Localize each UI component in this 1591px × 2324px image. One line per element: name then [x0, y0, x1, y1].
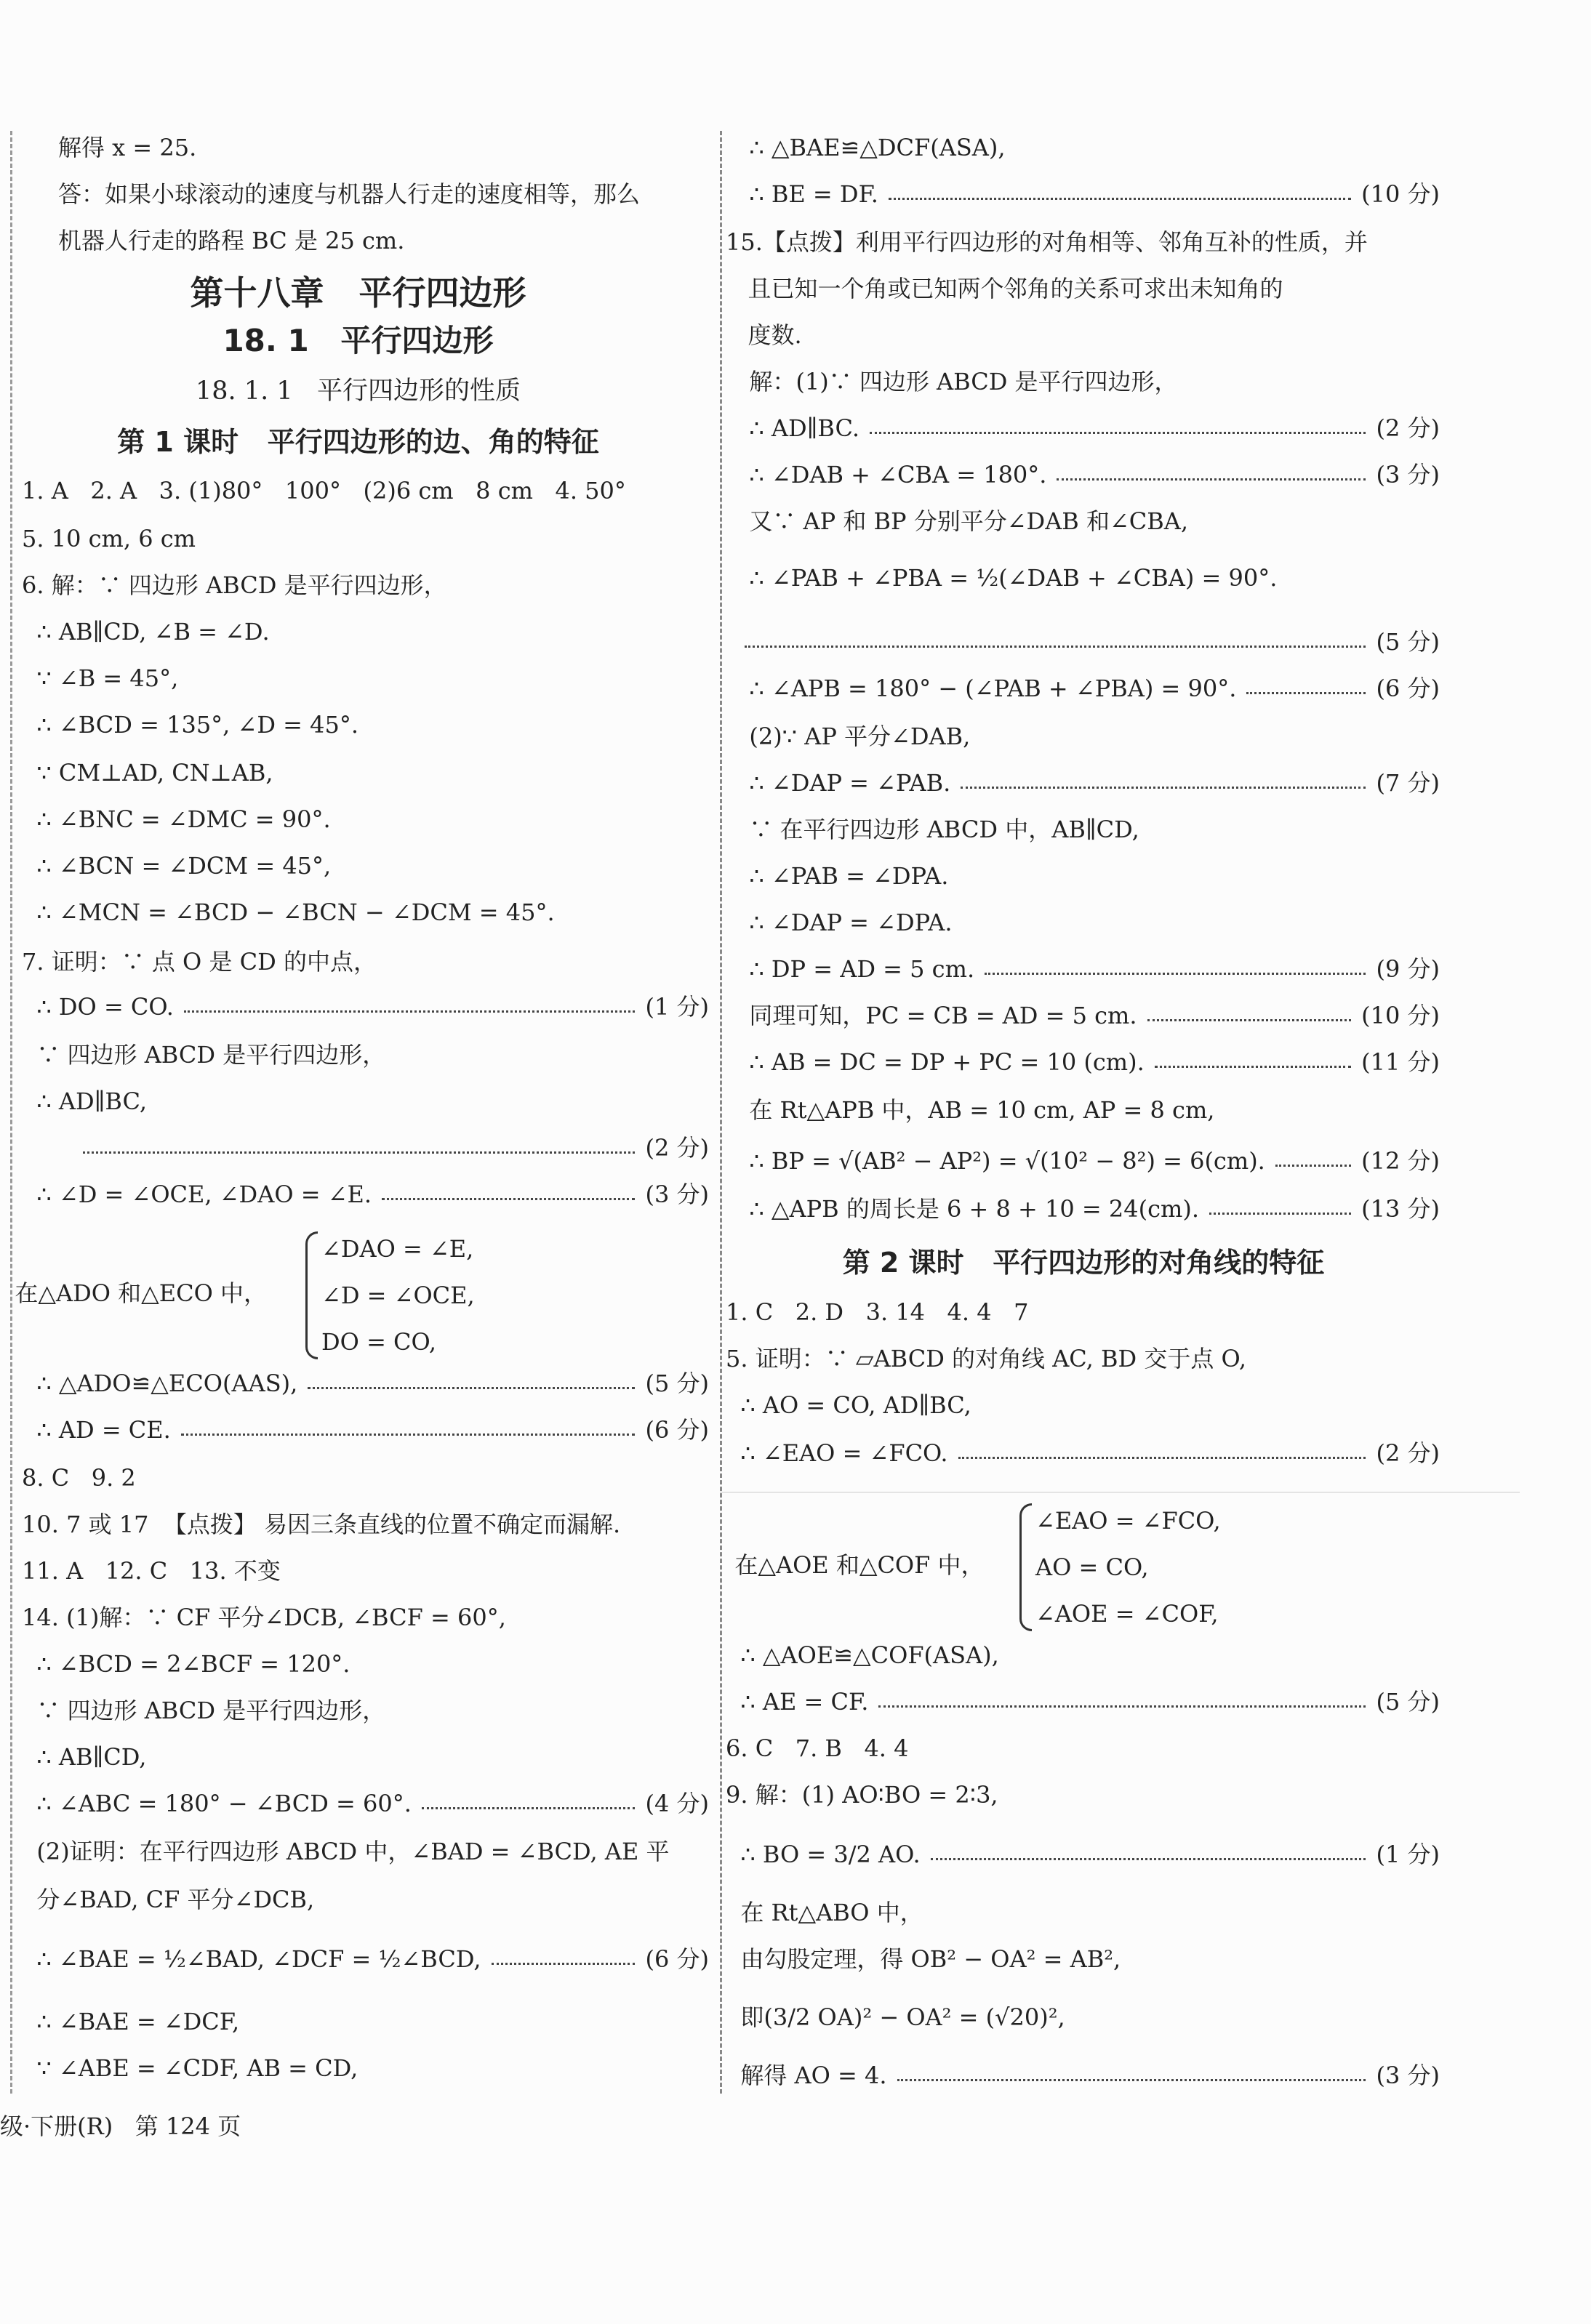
proof-line: [726, 1942, 1440, 1976]
answer-text: ∴ ∠BAE = ½∠BAD, ∠DCF = ½∠BCD,: [22, 1945, 481, 1973]
score-mark: (3 分): [1376, 2062, 1440, 2089]
answer-text: ∴ ∠DAB + ∠CBA = 180°.: [734, 461, 1047, 488]
answer-text: 6. C 7. B 4. 4: [726, 1734, 909, 1762]
dot-leader: [1275, 1165, 1351, 1167]
dot-leader: [870, 432, 1366, 434]
answer-text: (2)∵ AP 平分∠DAB,: [734, 723, 971, 750]
answer-line: ∴ ∠BCN = ∠DCM = 45°,: [22, 852, 332, 880]
answer-text: ∴ △ADO≌△ECO(AAS),: [22, 1370, 298, 1397]
solution-line: [734, 813, 1440, 846]
solution-line: [734, 365, 1440, 398]
score-mark: (2 分): [1376, 414, 1440, 442]
dot-leader: [382, 1198, 635, 1200]
dot-leader: [1209, 1213, 1351, 1215]
solution-line: [734, 1144, 1440, 1178]
proof-line: [734, 177, 1440, 211]
answer-text: ∴ ∠PAB = ∠DPA.: [734, 862, 949, 890]
answer-text: 1. C 2. D 3. 14 4. 4 7: [726, 1298, 1029, 1326]
answer-line: 14. (1)解：∵ CF 平分∠DCB, ∠BCF = 60°,: [22, 1604, 506, 1631]
solution-line: [734, 1192, 1440, 1226]
system-1-prefix: 在△ADO 和△ECO 中，: [0, 1279, 267, 1307]
answer-line: ∵ ∠B = 45°,: [22, 664, 179, 692]
proof-line: [22, 1942, 709, 1976]
answer-line: ∵ CM⊥AD, CN⊥AB,: [22, 759, 273, 787]
answer-text: ∴ AO = CO, AD∥BC,: [726, 1391, 971, 1419]
solution-line: [734, 1045, 1440, 1079]
answer-line: 7. 证明：∵ 点 O 是 CD 的中点，: [22, 948, 377, 976]
score-mark: (10 分): [1361, 1002, 1440, 1029]
proof-line: [726, 1838, 1440, 1871]
score-mark: (10 分): [1361, 180, 1440, 208]
proof-line: [734, 131, 1440, 164]
proof-line: [726, 1342, 1440, 1375]
answer-text: ∴ △AOE≌△COF(ASA),: [726, 1641, 999, 1669]
solution-line: [734, 458, 1440, 491]
answer-line: 8. C 9. 2: [22, 1464, 136, 1492]
hint-line: 且已知一个角或已知两个邻角的关系可求出未知角的: [726, 275, 1283, 302]
system-1-brace: [305, 1231, 318, 1359]
proof-line: [726, 1436, 1440, 1470]
answer-line: 1. A 2. A 3. (1)80° 100° (2)6 cm 8 cm 4. 50°: [22, 477, 626, 504]
answer-line: 10. 7 或 17 【点拨】 易因三条直线的位置不确定而漏解.: [22, 1511, 621, 1538]
answer-line: 5. 10 cm, 6 cm: [22, 525, 196, 552]
system-2-condition: AO = CO,: [1035, 1553, 1149, 1581]
score-mark: (6 分): [1376, 675, 1440, 702]
answer-text: ∴ AB = DC = DP + PC = 10 (cm).: [734, 1048, 1145, 1076]
proof-line: [726, 1778, 1440, 1812]
dot-leader: [897, 2079, 1366, 2081]
score-mark: (5 分): [1376, 628, 1440, 656]
dot-leader: [83, 1151, 635, 1154]
answer-line: ∴ ∠BNC = ∠DMC = 90°.: [22, 805, 331, 833]
dot-leader: [889, 198, 1351, 200]
answer-text: 解：(1)∵ 四边形 ABCD 是平行四边形，: [734, 368, 1178, 395]
system-2-brace: [1019, 1503, 1032, 1631]
dot-leader: [1155, 1066, 1351, 1068]
answer-line: ∴ AB∥CD,: [22, 1743, 147, 1771]
answer-text: ∴ △APB 的周长是 6 + 8 + 10 = 24(cm).: [734, 1195, 1200, 1223]
dot-leader: [958, 1457, 1366, 1459]
score-mark: (11 分): [1361, 1048, 1440, 1076]
lesson-title: 第 2 课时 平行四边形的对角线的特征: [842, 1247, 1325, 1279]
answer-text: ∴ △BAE≌△DCF(ASA),: [734, 134, 1006, 161]
score-mark: (3 分): [1376, 461, 1440, 488]
answer-line: ∵ 四边形 ABCD 是平行四边形，: [22, 1697, 386, 1724]
dot-leader: [422, 1807, 636, 1809]
answer-text: ∴ ∠D = ∠OCE, ∠DAO = ∠E.: [22, 1181, 372, 1208]
dot-leader: [985, 973, 1366, 975]
score-mark: (2 分): [645, 1134, 709, 1162]
dot-leader: [181, 1434, 636, 1436]
solution-line: [734, 504, 1440, 538]
answer-text: ∵ 四边形 ABCD 是平行四边形，: [22, 1041, 386, 1069]
proof-line: [22, 990, 709, 1024]
proof-line: [726, 1295, 1440, 1329]
answer-text: 解得 AO = 4.: [726, 2062, 887, 2089]
answer-text: ∴ DO = CO.: [22, 993, 174, 1021]
lesson-title: 第 1 课时 平行四边形的边、角的特征: [117, 426, 599, 458]
answer-line: ∴ ∠BCD = 135°, ∠D = 45°.: [22, 711, 359, 739]
answer-line: 机器人行走的路程 BC 是 25 cm.: [58, 227, 405, 254]
answer-text: ∴ ∠DAP = ∠DPA.: [734, 909, 953, 936]
score-mark: (2 分): [1376, 1439, 1440, 1467]
column-divider: [720, 131, 722, 2094]
page-footer: 级·下册(R) 第 124 页: [0, 2112, 241, 2140]
answer-text: ∴ AE = CF.: [726, 1688, 869, 1716]
dot-leader: [308, 1387, 635, 1389]
score-mark: (9 分): [1376, 955, 1440, 983]
section-rule: [720, 1492, 1520, 1493]
system-1-condition: ∠D = ∠OCE,: [321, 1282, 475, 1309]
dot-leader: [961, 787, 1366, 789]
answer-line: ∴ ∠MCN = ∠BCD − ∠BCN − ∠DCM = 45°.: [22, 898, 555, 926]
answer-text: 在 Rt△ABO 中，: [726, 1899, 923, 1926]
dot-leader: [492, 1963, 636, 1965]
answer-text: ∴ AD∥BC.: [734, 414, 860, 442]
score-mark: (1 分): [645, 993, 709, 1021]
proof-line: [22, 1413, 709, 1447]
answer-text: ∴ ∠PAB + ∠PBA = ½(∠DAB + ∠CBA) = 90°.: [734, 564, 1278, 592]
answer-text: 在 Rt△APB 中，AB = 10 cm, AP = 8 cm,: [734, 1096, 1215, 1124]
system-2-condition: ∠AOE = ∠COF,: [1035, 1600, 1219, 1628]
score-mark: (4 分): [645, 1790, 709, 1817]
dot-leader: [745, 646, 1366, 648]
answer-text: ∴ ∠ABC = 180° − ∠BCD = 60°.: [22, 1790, 412, 1817]
solution-line: [734, 952, 1440, 986]
score-mark: (6 分): [645, 1416, 709, 1444]
proof-line: [22, 1367, 709, 1400]
answer-text: 又∵ AP 和 BP 分别平分∠DAB 和∠CBA,: [734, 507, 1189, 535]
proof-line: [726, 1639, 1440, 1672]
proof-line: [22, 1038, 709, 1071]
score-mark: (3 分): [645, 1181, 709, 1208]
answer-line: ∴ ∠BCD = 2∠BCF = 120°.: [22, 1650, 350, 1678]
score-mark: (5 分): [645, 1370, 709, 1397]
answer-text: 5. 证明：∵ ▱ABCD 的对角线 AC, BD 交于点 O,: [726, 1345, 1247, 1372]
dot-leader: [878, 1705, 1366, 1708]
proof-line: [22, 1131, 709, 1165]
score-mark: (5 分): [1376, 1688, 1440, 1716]
answer-line: 6. 解：∵ 四边形 ABCD 是平行四边形，: [22, 571, 447, 599]
subsection-title: 18. 1. 1 平行四边形的性质: [196, 377, 521, 406]
dot-leader: [1246, 692, 1366, 694]
solution-line: [734, 672, 1440, 705]
proof-line: (2)证明：在平行四边形 ABCD 中，∠BAD = ∠BCD, AE 平: [22, 1838, 670, 1865]
hint-line: 15.【点拨】利用平行四边形的对角相等、邻角互补的性质，并: [726, 228, 1368, 256]
proof-line: [22, 1178, 709, 1211]
score-mark: (1 分): [1376, 1841, 1440, 1868]
solution-line: [734, 906, 1440, 939]
solution-line: [734, 1093, 1440, 1127]
solution-line: [734, 999, 1440, 1032]
proof-line: [726, 1732, 1440, 1765]
proof-line: [22, 1085, 709, 1118]
answer-text: ∵ 在平行四边形 ABCD 中，AB∥CD,: [734, 816, 1139, 843]
system-2-condition: ∠EAO = ∠FCO,: [1035, 1507, 1221, 1535]
answer-line: 11. A 12. C 13. 不变: [22, 1557, 281, 1585]
answer-text: ∴ ∠APB = 180° − (∠PAB + ∠PBA) = 90°.: [734, 675, 1237, 702]
solution-line: 解得 x = 25.: [58, 134, 197, 161]
answer-text: 同理可知，PC = CB = AD = 5 cm.: [734, 1002, 1137, 1029]
proof-line: [726, 1896, 1440, 1929]
proof-line: [726, 1685, 1440, 1718]
proof-line: [726, 1388, 1440, 1422]
dot-leader: [1147, 1019, 1352, 1021]
answer-text: ∴ BE = DF.: [734, 180, 878, 208]
score-mark: (12 分): [1361, 1147, 1440, 1175]
proof-line: 分∠BAD, CF 平分∠DCB,: [22, 1886, 315, 1913]
solution-line: [734, 411, 1440, 445]
score-mark: (6 分): [645, 1945, 709, 1973]
score-mark: (7 分): [1376, 769, 1440, 797]
answer-line: 答：如果小球滚动的速度与机器人行走的速度相等，那么: [58, 180, 641, 208]
proof-line: [726, 2059, 1440, 2092]
answer-text: 由勾股定理，得 OB² − OA² = AB²,: [726, 1945, 1121, 1973]
dot-leader: [1057, 478, 1366, 481]
dot-leader: [931, 1858, 1366, 1860]
dot-leader: [184, 1010, 636, 1013]
section-title: 18. 1 平行四边形: [223, 323, 494, 358]
answer-line: ∴ AB∥CD, ∠B = ∠D.: [22, 618, 270, 646]
solution-line: [734, 859, 1440, 893]
answer-text: ∴ AD∥BC,: [22, 1087, 148, 1115]
answer-text: ∴ ∠DAP = ∠PAB.: [734, 769, 951, 797]
answer-text: ∴ AD = CE.: [22, 1416, 171, 1444]
answer-text: 即(3/2 OA)² − OA² = (√20)²,: [726, 2003, 1065, 2031]
answer-text: ∴ ∠EAO = ∠FCO.: [726, 1439, 948, 1467]
answer-text: ∴ DP = AD = 5 cm.: [734, 955, 975, 983]
chapter-title: 第十八章 平行四边形: [190, 273, 526, 313]
proof-line: ∵ ∠ABE = ∠CDF, AB = CD,: [22, 2054, 358, 2082]
system-1-condition: ∠DAO = ∠E,: [321, 1235, 474, 1263]
proof-line: [22, 1787, 709, 1820]
answer-text: ∴ BO = 3/2 AO.: [726, 1841, 921, 1868]
system-2-prefix: 在△AOE 和△COF 中，: [720, 1551, 985, 1579]
solution-line: [734, 766, 1440, 800]
answer-text: 9. 解：(1) AO∶BO = 2∶3,: [726, 1781, 998, 1809]
solution-line: [734, 561, 1440, 595]
proof-line: [726, 2001, 1440, 2034]
hint-line: 度数.: [726, 321, 802, 349]
system-1-condition: DO = CO,: [321, 1328, 437, 1356]
score-mark: (13 分): [1361, 1195, 1440, 1223]
proof-line: ∴ ∠BAE = ∠DCF,: [22, 2008, 240, 2035]
answer-text: ∴ BP = √(AB² − AP²) = √(10² − 8²) = 6(cm).: [734, 1147, 1265, 1175]
solution-line: [734, 720, 1440, 753]
solution-line: [734, 625, 1440, 659]
